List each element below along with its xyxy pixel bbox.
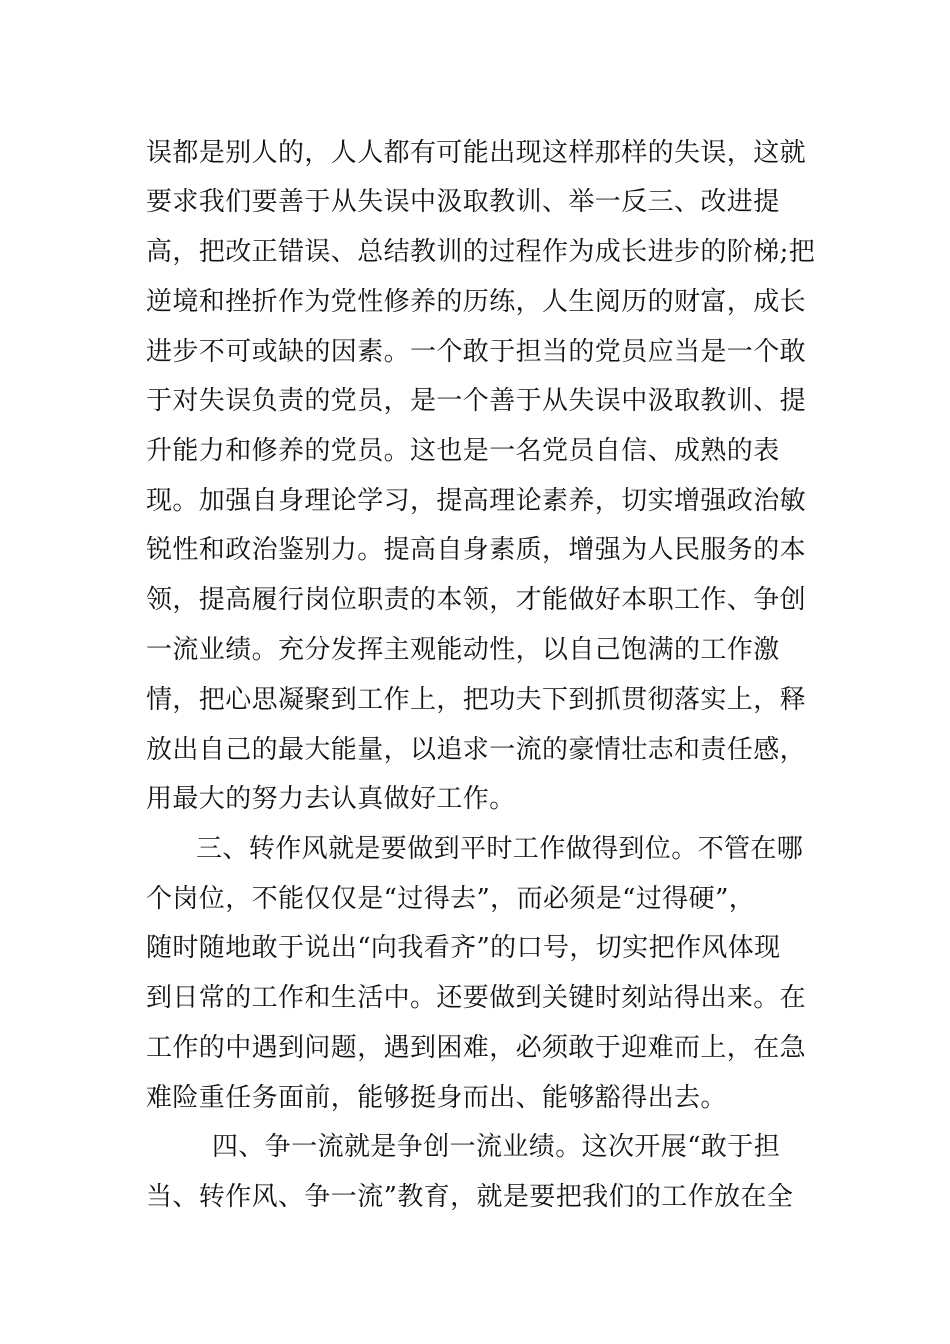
text-line: 难险重任务面前，能够挺身而出、能够豁得出去。 [146,1083,727,1113]
text-line: 用最大的努力去认真做好工作。 [146,784,516,814]
paragraph-heading-three: 三、转作风就是要做到平时工作做得到位。不管在哪 [196,834,804,864]
text-line: 进步不可或缺的因素。一个敢于担当的党员应当是一个敢 [146,337,807,367]
text-line: 高，把改正错误、总结教训的过程作为成长进步的阶梯;把 [146,237,816,267]
paragraph-heading-four: 四、争一流就是争创一流业绩。这次开展“敢于担 [212,1132,781,1162]
text-line: 当、转作风、争一流”教育，就是要把我们的工作放在全 [146,1182,794,1212]
text-line: 升能力和修养的党员。这也是一名党员自信、成熟的表 [146,436,780,466]
text-line: 随时随地敢于说出“向我看齐”的口号，切实把作风体现 [146,933,781,963]
text-line: 到日常的工作和生活中。还要做到关键时刻站得出来。在 [146,983,807,1013]
text-line: 一流业绩。充分发挥主观能动性，以自己饱满的工作激 [146,635,780,665]
text-line: 误都是别人的，人人都有可能出现这样那样的失误，这就 [146,138,807,168]
text-line: 逆境和挫折作为党性修养的历练，人生阅历的财富，成长 [146,287,807,317]
text-line: 要求我们要善于从失误中汲取教训、举一反三、改进提 [146,187,780,217]
text-line: 现。加强自身理论学习，提高理论素养，切实增强政治敏 [146,486,807,516]
text-line: 领，提高履行岗位职责的本领，才能做好本职工作、争创 [146,585,807,615]
text-line: 锐性和政治鉴别力。提高自身素质，增强为人民服务的本 [146,535,807,565]
text-line: 个岗位，不能仅仅是“过得去”，而必须是“过得硬”， [146,884,756,914]
text-line: 情，把心思凝聚到工作上，把功夫下到抓贯彻落实上，释 [146,685,807,715]
text-line: 放出自己的最大能量，以追求一流的豪情壮志和责任感， [146,735,807,765]
text-line: 工作的中遇到问题，遇到困难，必须敢于迎难而上，在急 [146,1033,807,1063]
text-line: 于对失误负责的党员，是一个善于从失误中汲取教训、提 [146,386,807,416]
